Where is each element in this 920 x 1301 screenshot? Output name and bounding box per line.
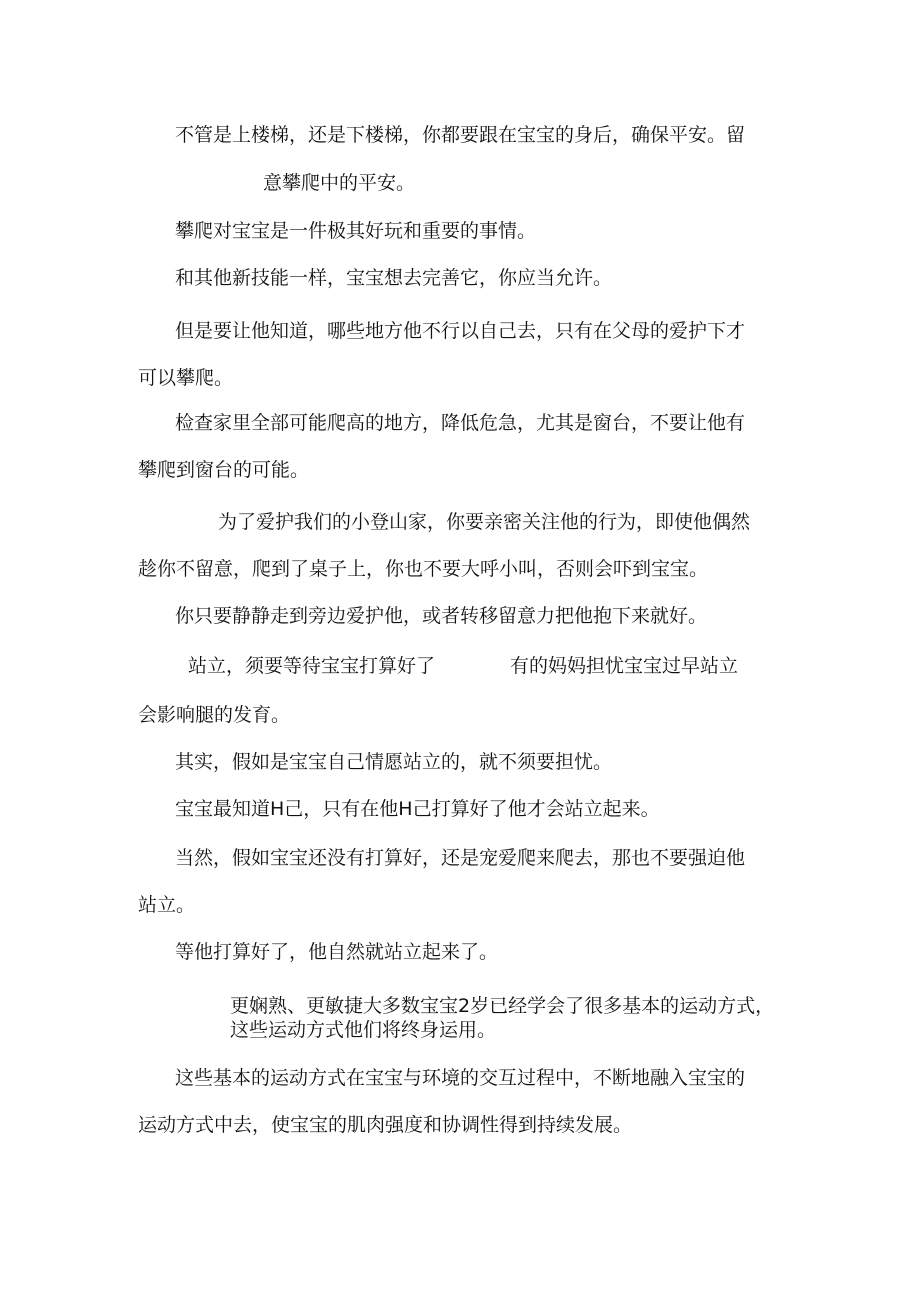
- text-line: 和其他新技能一样，宝宝想去完善它，你应当允许。: [175, 267, 613, 289]
- text-line: 可以攀爬。: [138, 367, 234, 389]
- text-line: 有的妈妈担忧宝宝过早站立: [510, 655, 739, 677]
- text-line: 检查家里全部可能爬高的地方，降低危急，尤其是窗台，不要让他有: [175, 412, 746, 434]
- text-line: 趁你不留意，爬到了桌子上，你也不要大呼小叫，否则会吓到宝宝。: [138, 558, 709, 580]
- text-line: 攀爬对宝宝是一件极其好玩和重要的事情。: [175, 220, 537, 242]
- text-line: 攀爬到窗台的可能。: [138, 459, 310, 481]
- text-line: 但是要让他知道，哪些地方他不行以自己去，只有在父母的爱护下才: [175, 320, 746, 342]
- text-line: 运动方式中去，使宝宝的肌肉强度和协调性得到持续发展。: [138, 1114, 633, 1136]
- text-line: 其实，假如是宝宝自己情愿站立的，就不须要担忧。: [175, 751, 613, 773]
- text-line: 站立。: [138, 894, 196, 916]
- text-line: 这些基本的运动方式在宝宝与环境的交互过程中，不断地融入宝宝的: [175, 1067, 746, 1089]
- section-heading: 更娴熟、更敏捷大多数宝宝2岁已经学会了很多基本的运动方式，: [230, 995, 775, 1017]
- text-line: 当然，假如宝宝还没有打算好，还是宠爱爬来爬去，那也不要强迫他: [175, 847, 746, 869]
- text-line: 宝宝最知道H己，只有在他H己打算好了他才会站立起来。: [175, 798, 660, 820]
- text-line: 这些运动方式他们将终身运用。: [230, 1019, 497, 1041]
- text-line: 不管是上楼梯，还是下楼梯，你都要跟在宝宝的身后，确保平安。留: [175, 124, 746, 146]
- text-line: 意攀爬中的平安。: [263, 172, 416, 194]
- text-line: 会影响腿的发育。: [138, 704, 291, 726]
- text-line: 等他打算好了，他自然就站立起来了。: [175, 941, 499, 963]
- text-line: 为了爱护我们的小登山家，你要亲密关注他的行为，即使他偶然: [218, 511, 751, 533]
- section-heading: 站立，须要等待宝宝打算好了: [188, 655, 436, 677]
- text-line: 你只要静静走到旁边爱护他，或者转移留意力把他抱下来就好。: [175, 605, 708, 627]
